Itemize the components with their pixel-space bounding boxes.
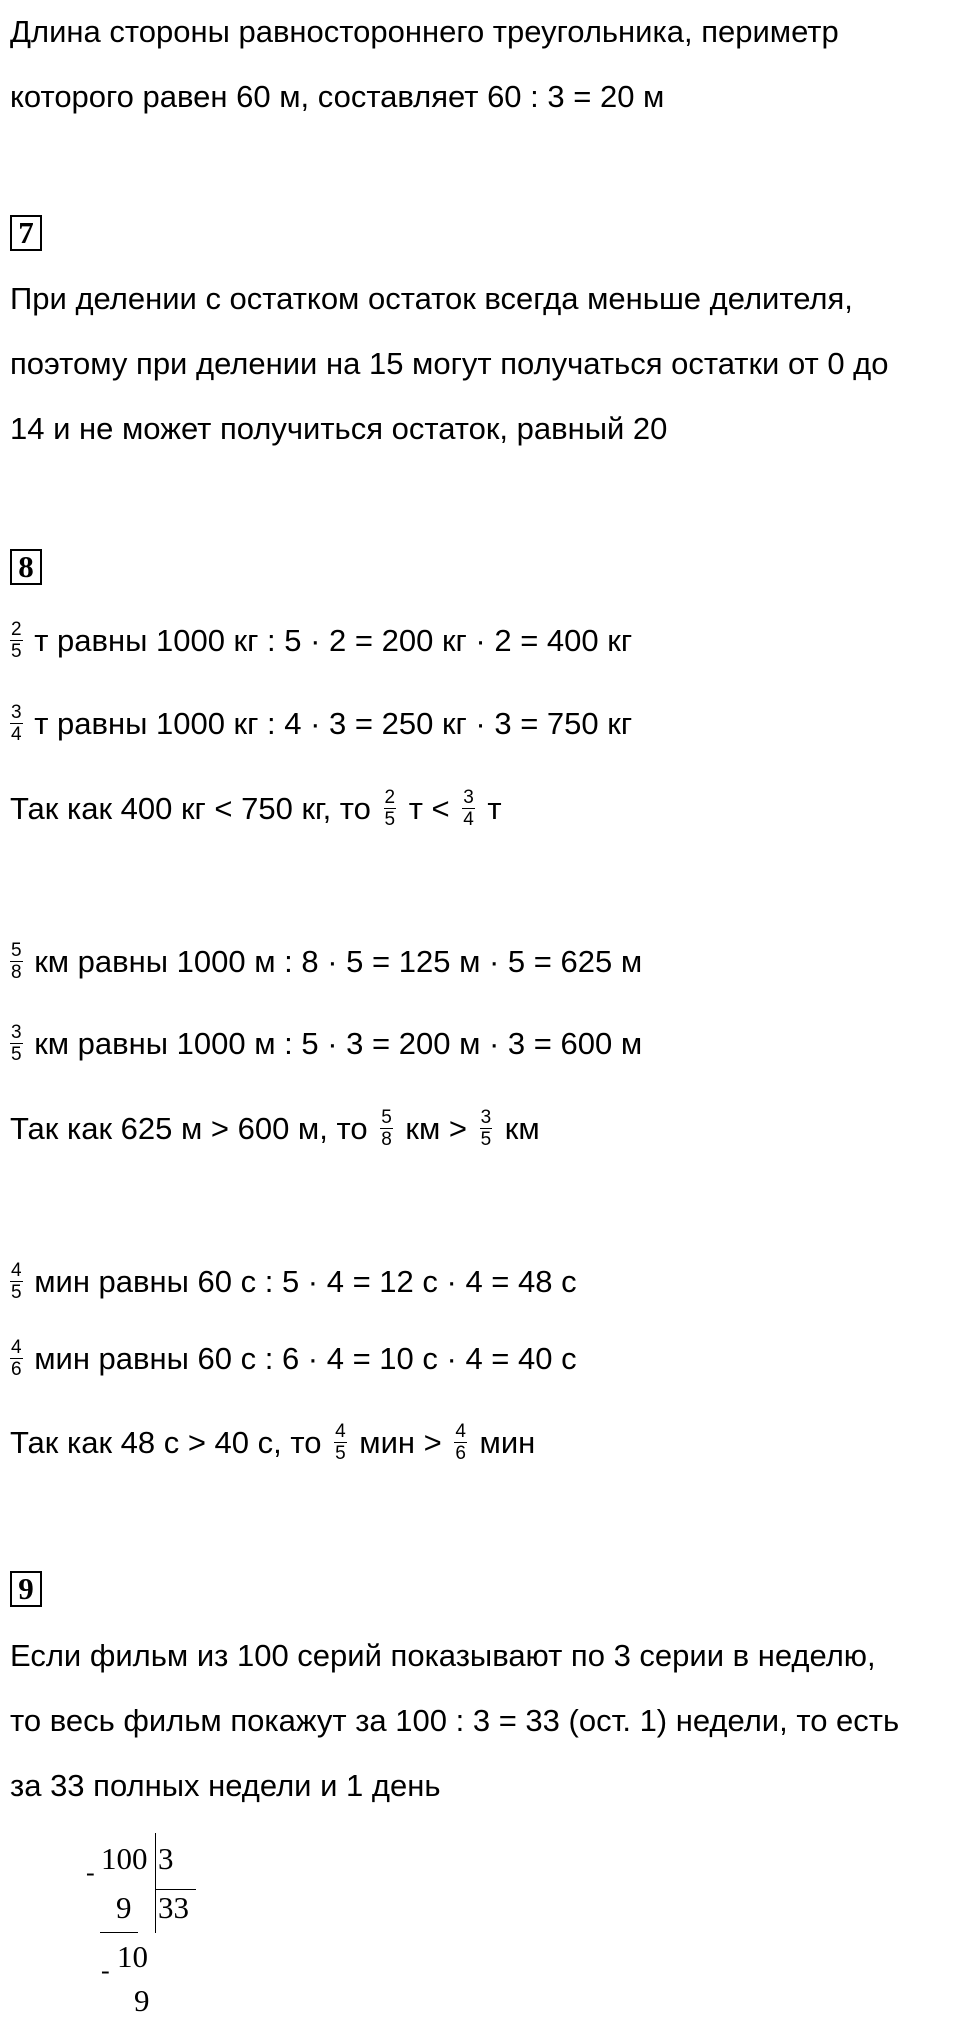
fraction: $\frac{3}{5}$ — [480, 1107, 492, 1151]
fraction: $\frac{2}{5}$ — [11, 619, 22, 663]
equation-line: $\frac{2}{5}$ т равны 1000 кг : 5 · 2 = 200 кг · 2 = 400 кг — [11, 619, 633, 663]
fraction: $\frac{3}{5}$ — [11, 1022, 22, 1066]
quotient: 33 — [158, 1890, 189, 1925]
fraction: $\frac{4}{5}$ — [11, 1260, 22, 1304]
task-number-8: 8 — [10, 549, 42, 585]
dividend: 100 — [101, 1841, 148, 1876]
text-line: поэтому при делении на 15 могут получаться остатки от 0 до — [10, 346, 889, 381]
text-line: Если фильм из 100 серий показывают по 3 серии в неделю, — [10, 1638, 876, 1673]
subtraction-line — [100, 1932, 138, 1933]
fraction: $\frac{4}{6}$ — [455, 1421, 466, 1465]
comparison-line: Так как 48 с > 40 с, то $\frac{4}{5}$ мин > $\frac{4}{6}$ мин — [10, 1421, 536, 1465]
fraction: $\frac{3}{4}$ — [11, 702, 22, 746]
equation-line: $\frac{3}{5}$ км равны 1000 м : 5 · 3 = 200 м · 3 = 600 м — [11, 1022, 643, 1066]
task-number-7: 7 — [10, 215, 42, 251]
equation-line: $\frac{4}{6}$ мин равны 60 с : 6 · 4 = 10 с · 4 = 40 с — [11, 1337, 577, 1381]
equation-line: $\frac{5}{8}$ км равны 1000 м : 8 · 5 = 125 м · 5 = 625 м — [11, 940, 643, 984]
fraction: $\frac{2}{5}$ — [384, 787, 396, 831]
equation-line: $\frac{3}{4}$ т равны 1000 кг : 4 · 3 = 250 кг · 3 = 750 кг — [11, 702, 633, 746]
text-line: Длина стороны равностороннего треугольника, периметр — [10, 14, 839, 49]
fraction: $\frac{5}{8}$ — [381, 1107, 392, 1151]
fraction: $\frac{4}{6}$ — [11, 1337, 22, 1381]
division-bar — [155, 1833, 156, 1933]
text-line: которого равен 60 м, составляет 60 : 3 = 20 м — [10, 79, 665, 114]
text-line: за 33 полных недели и 1 день — [10, 1768, 441, 1803]
text-line: 14 и не может получиться остаток, равный 20 — [10, 411, 668, 446]
minus-sign: - — [86, 1858, 95, 1887]
fraction: $\frac{3}{4}$ — [463, 787, 474, 831]
text-line: то весь фильм покажут за 100 : 3 = 33 (ост. 1) недели, то есть — [10, 1703, 900, 1738]
divisor: 3 — [158, 1841, 174, 1876]
comparison-line: Так как 625 м > 600 м, то $\frac{5}{8}$ км > $\frac{3}{5}$ км — [10, 1107, 540, 1151]
subtrahend: 9 — [116, 1890, 132, 1925]
minus-sign: - — [101, 1956, 110, 1985]
task-number-9: 9 — [10, 1571, 42, 1607]
fraction: $\frac{5}{8}$ — [11, 940, 22, 984]
equation-line: $\frac{4}{5}$ мин равны 60 с : 5 · 4 = 12 с · 4 = 48 с — [11, 1260, 577, 1304]
comparison-line: Так как 400 кг < 750 кг, то $\frac{2}{5}$ т < $\frac{3}{4}$ т — [10, 787, 502, 831]
fraction: $\frac{4}{5}$ — [335, 1421, 346, 1465]
remainder-step: 10 — [117, 1939, 148, 1974]
text-line: При делении с остатком остаток всегда меньше делителя, — [10, 281, 853, 316]
subtrahend: 9 — [134, 1983, 150, 2018]
